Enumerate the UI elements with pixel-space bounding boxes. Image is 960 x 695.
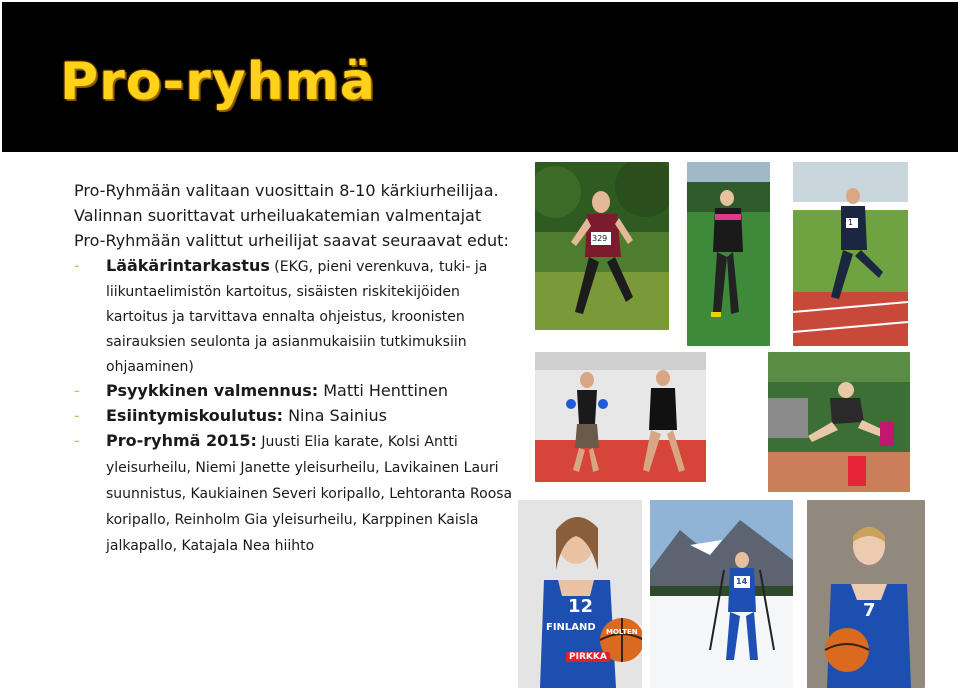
content-text xyxy=(74,178,514,558)
dash-bullet: - xyxy=(74,256,80,275)
list-item xyxy=(74,428,514,558)
bullet-text: Matti Henttinen xyxy=(318,381,449,400)
photo-orienteering xyxy=(535,162,669,330)
photo-long-jump xyxy=(768,352,910,492)
list-item xyxy=(74,253,514,378)
photo-track-runner xyxy=(687,162,770,346)
list-item xyxy=(74,378,514,403)
photo-skier xyxy=(650,500,793,688)
bullet-text: Nina Sainius xyxy=(283,406,387,425)
list-item xyxy=(74,403,514,428)
jersey-number: 12 xyxy=(568,596,594,617)
slide-title: Pro-ryhmä xyxy=(60,52,376,112)
dash-bullet: - xyxy=(74,381,80,400)
dash-bullet: - xyxy=(74,406,80,425)
bullet-heading: Psyykkinen valmennus: xyxy=(106,381,319,400)
intro-paragraph: Pro-Ryhmään valitaan vuosittain 8-10 kärkiurheilijaa. Valinnan suorittavat urheiluakatemian valmentajat Pro-Ryhmään valittut urheilijat saavat seuraavat edut: xyxy=(74,181,509,250)
bullet-heading: Esiintymiskoulutus: xyxy=(106,406,283,425)
bullet-detail: tuki- ja liikuntaelimistön kartoitus, sisäisten riskitekijöiden kartoitus ja tarvittava ennalta ohjeistus, kroonisten sairauksien seulonta ja asianmukaisiin tutkimuksiin ohjaaminen) xyxy=(106,259,488,375)
ball-brand: MOLTEN xyxy=(606,628,638,636)
bullet-text: (EKG, pieni verenkuva, xyxy=(269,259,434,275)
benefits-list xyxy=(74,253,514,558)
jersey-number: 7 xyxy=(863,600,876,621)
dash-bullet: - xyxy=(74,431,80,450)
photo-basketball-boy xyxy=(807,500,925,688)
bullet-heading: Lääkärintarkastus xyxy=(106,256,270,275)
photo-karate xyxy=(535,352,706,482)
bib-number: 1 xyxy=(848,218,854,227)
bib-number: 329 xyxy=(592,234,608,243)
photo-basketball-girl xyxy=(518,500,642,688)
ski-bib: 14 xyxy=(736,577,748,586)
sponsor-logo: PIRKKA xyxy=(566,652,610,662)
jersey-text: FINLAND xyxy=(546,622,596,633)
bullet-heading: Pro-ryhmä 2015: xyxy=(106,431,257,450)
bullet-text: Juusti Elia karate, Kolsi Antti yleisurheilu, Niemi Janette yleisurheilu, Lavikainen Lauri suunnistus, Kaukiainen Severi koripallo, Lehtoranta Roosa koripallo, Reinholm Gia yleisurheilu, Karppinen Kaisla jalkapallo, Katajala Nea hiihto xyxy=(106,434,513,554)
photo-sprinter xyxy=(793,162,908,346)
